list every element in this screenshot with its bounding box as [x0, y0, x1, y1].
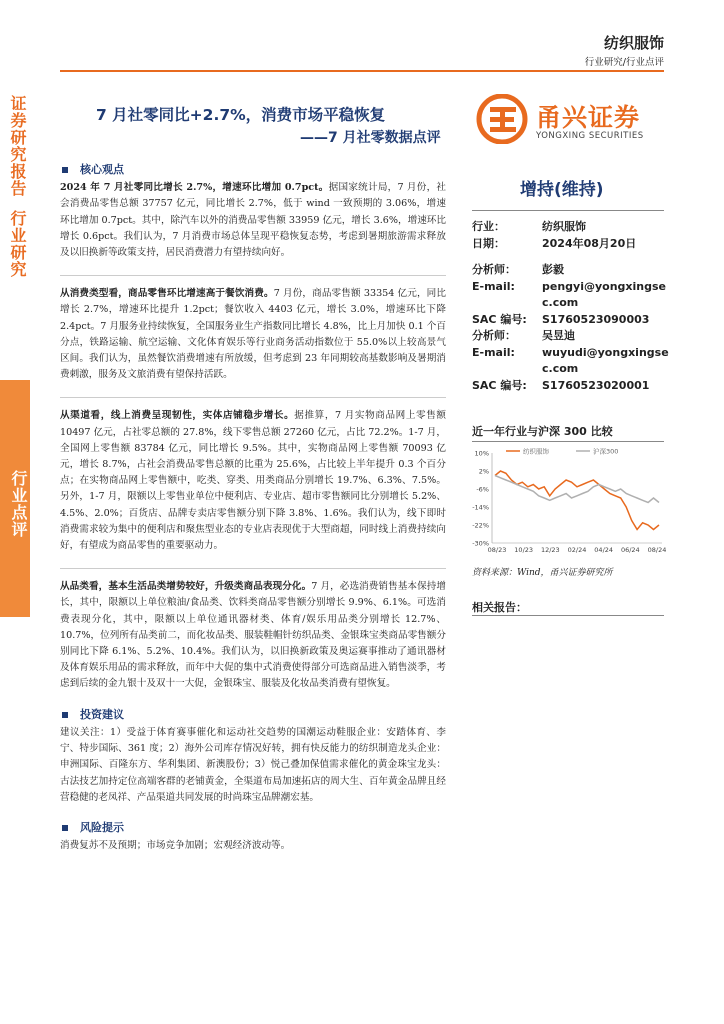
email2-row [472, 345, 672, 378]
email2-label: E-mail: [472, 345, 515, 359]
y-tick-label: 10% [474, 449, 489, 458]
paragraph-1-lead: 2024 年 7 月社零同比增长 2.7%，增速环比增加 0.7pct。 [60, 182, 329, 194]
sidebar-label-research: 证券研究报告 [8, 95, 27, 197]
report-title: 7 月社零同比+2.7%，消费市场平稳恢复 [96, 106, 386, 124]
company-logo [476, 92, 666, 150]
info-block [472, 219, 672, 394]
y-tick-label: -30% [472, 539, 489, 548]
legend-label-1: 纺织服饰 [523, 447, 549, 456]
investment-text: 建议关注：1）受益于体育赛事催化和运动社交趋势的国潮运动鞋服企业：安踏体育、李宁、特步国际、361 度；2）海外公司库存情况好转，拥有快反能力的纺织制造龙头企业：申洲国际、百隆东方、华利集团、新澳股份；3）悦己叠加保值需求催化的黄金珠宝龙头：古法技艺加持定位高端客群的老铺黄金，全渠道布局加速拓店的周大生、百年黄金品牌且经营稳健的老凤祥、产品渠道共同发展的时尚珠宝品牌潮宏基。 [60, 726, 446, 803]
bullet-square-icon [62, 712, 68, 718]
sac1-row [472, 312, 672, 329]
bullet-square-icon [62, 825, 68, 831]
paragraph-1-body: 据国家统计局，7 月份，社会消费品零售总额 37757 亿元，同比增长 2.7%，低于 wind 一致预期的 3.06%，增速环比增加 0.7pct。其中，除汽车以外的消费品零售额 33959 亿元，增长 3.6%，增速环比增长 0.6pct。我们认为，7 月消费市场总体呈现平稳恢复态势，考虑到暑期旅游需求释放及以旧换新等政策支持，居民消费潜力有望持续向好。 [60, 182, 446, 259]
paragraph-2-lead: 从消费类型看，商品零售环比增速高于餐饮消费。 [60, 288, 274, 300]
y-tick-label: -14% [472, 503, 489, 512]
x-tick-label: 08/23 [487, 546, 507, 554]
y-tick-label: -6% [476, 485, 489, 494]
x-tick-label: 02/24 [567, 546, 587, 554]
related-rule [472, 615, 664, 616]
series-line-1 [495, 471, 659, 530]
paragraph-4-body: 7 月，必选消费销售基本保持增长，其中，限额以上单位粮油/食品类、饮料类商品零售额分别增长 9.9%、6.1%。可选消费表现分化，其中，限额以上单位通讯器材类、体育/娱乐用品类分别增长 12.7%、10.7%，位列所有品类前二，而化妆品类、服装鞋帽针纺织品类、金银珠宝类商品零售额分别同比下降 6.1%、5.2%、10.4%。我们认为，以旧换新政策及奥运赛事推动了通讯器材及体育娱乐用品的需求释放，而年中大促的集中式消费使得部分可选商品进入销售淡季，考虑到后续的金九银十及双十一大促，金银珠宝、服装及化妆品类消费有望恢复。 [60, 581, 447, 690]
chart-title: 近一年行业与沪深 300 比较 [472, 425, 613, 438]
header-rule [60, 70, 664, 72]
chart-rule [472, 441, 664, 442]
x-tick-label: 08/24 [647, 546, 666, 554]
spacer [472, 252, 672, 262]
industry-value: 纺织服饰 [542, 220, 586, 233]
email1-row [472, 279, 672, 312]
chart-source: 资料来源：Wind，甬兴证券研究所 [472, 568, 613, 578]
sac2-value: S1760523020001 [542, 378, 650, 392]
email1-value[interactable]: pengyi@yongxingsec.com [542, 279, 666, 309]
bullet-square-icon [62, 167, 68, 173]
core-view-heading [60, 162, 446, 178]
related-reports-heading: 相关报告： [472, 601, 527, 614]
paragraph-3-body: 据推算，7 月实物商品网上零售额 10497 亿元，占社零总额的 27.8%，线下零售总额 27260 亿元，占比 72.2%。1-7 月，全国网上零售额 83784 亿元，同比增长 9.5%。其中，实物商品网上零售额 70093 亿元，增长 8.7%，占社会消费品零售总额的比重为 25.6%，占比较上半年提升 0.3 个百分点；在实物商品网上零售额中，吃类、穿类、用类商品分别增长 19.7%、6.3%、7.5%。另外，1-7 月，限额以上零售业单位中便利店、专业店、超市零售额同比分别增长 5.2%、4.5%、2.0%；百货店、品牌专卖店零售额分别下降 3.8%、1.6%。我们认为，线下即时消费需求较为集中的便利店和聚焦型业态的专业店表现优于大型商超，同时线上消费持续向好，有望成为商品零售的重要驱动力。 [60, 410, 447, 552]
core-view-heading-text: 核心观点 [80, 163, 124, 176]
divider [60, 275, 446, 276]
main-column [60, 162, 446, 868]
date-label: 日期： [472, 236, 505, 250]
sac1-label: SAC 编号: [472, 312, 527, 326]
sidebar-label-comment: 行业点评 [9, 470, 28, 538]
risk-heading [60, 820, 446, 836]
rating: 增持(维持) [520, 180, 604, 200]
rating-rule [472, 210, 664, 211]
paragraph-2-body: 7 月份，商品零售额 33354 亿元，同比增长 2.7%，增速环比提升 1.2pct；餐饮收入 4403 亿元，增长 3.0%，增速环比下降 2.4pct。7 月服务业持续恢复，全国服务业生产指数同比增长 4.8%，比上月加快 0.1 个百分点，铁路运输、航空运输、文化体育娱乐等行业商务活动指数位于 55.0%以上较高景气区间。我们认为，虽然餐饮消费增速有所放缓，但考虑到 23 年同期较高基数影响及暑期消费刺激，服务及文旅消费有望保持活跃。 [60, 288, 446, 381]
x-tick-label: 06/24 [620, 546, 640, 554]
risk-text: 消费复苏不及预期；市场竞争加剧；宏观经济波动等。 [60, 840, 291, 852]
sac2-row [472, 378, 672, 395]
risk-heading-text: 风险提示 [80, 820, 124, 834]
email1-label: E-mail: [472, 279, 515, 293]
x-tick-label: 04/24 [594, 546, 614, 554]
analyst1-label: 分析师： [472, 263, 516, 276]
sac1-value: S1760523090003 [542, 312, 650, 326]
paragraph-4-lead: 从品类看，基本生活品类增势较好，升级类商品表现分化。 [60, 581, 312, 593]
industry-row [472, 219, 672, 236]
paragraph-2 [60, 286, 446, 383]
analyst2-row [472, 328, 672, 345]
header-report-type: 行业研究/行业点评 [584, 57, 664, 68]
analyst2-label: 分析师： [472, 329, 516, 342]
analyst2-name: 吴昱迪 [542, 329, 575, 342]
paragraph-4 [60, 579, 446, 692]
analyst1-name: 彭毅 [542, 263, 564, 276]
legend-label-2: 沪深300 [593, 447, 619, 456]
paragraph-3-lead: 从渠道看，线上消费呈现韧性，实体店铺稳步增长。 [60, 410, 295, 422]
y-tick-label: 2% [478, 467, 489, 476]
divider [60, 397, 446, 398]
paragraph-1 [60, 180, 446, 261]
industry-label: 行业： [472, 220, 505, 233]
date-value: 2024年08月20日 [542, 236, 637, 250]
header-industry: 纺织服饰 [603, 34, 664, 52]
email2-value[interactable]: wuyudi@yongxingsec.com [542, 345, 669, 375]
x-tick-label: 12/23 [540, 546, 560, 554]
comparison-chart [466, 443, 666, 563]
logo-en-name: YONGXING SECURITIES [536, 131, 644, 141]
divider [60, 568, 446, 569]
analyst1-row [472, 262, 672, 279]
investment-heading [60, 707, 446, 723]
series-line-2 [495, 476, 659, 503]
y-tick-label: -22% [472, 521, 489, 530]
sidebar-label-industry: 行业研究 [8, 210, 27, 278]
investment-heading-text: 投资建议 [80, 707, 124, 721]
logo-mark-icon [476, 94, 530, 144]
sac2-label: SAC 编号: [472, 378, 527, 392]
report-subtitle: ——7 月社零数据点评 [300, 130, 441, 146]
date-row [472, 236, 672, 253]
paragraph-3 [60, 408, 446, 554]
x-tick-label: 10/23 [514, 546, 534, 554]
logo-name: 甬兴证券 [536, 103, 641, 132]
